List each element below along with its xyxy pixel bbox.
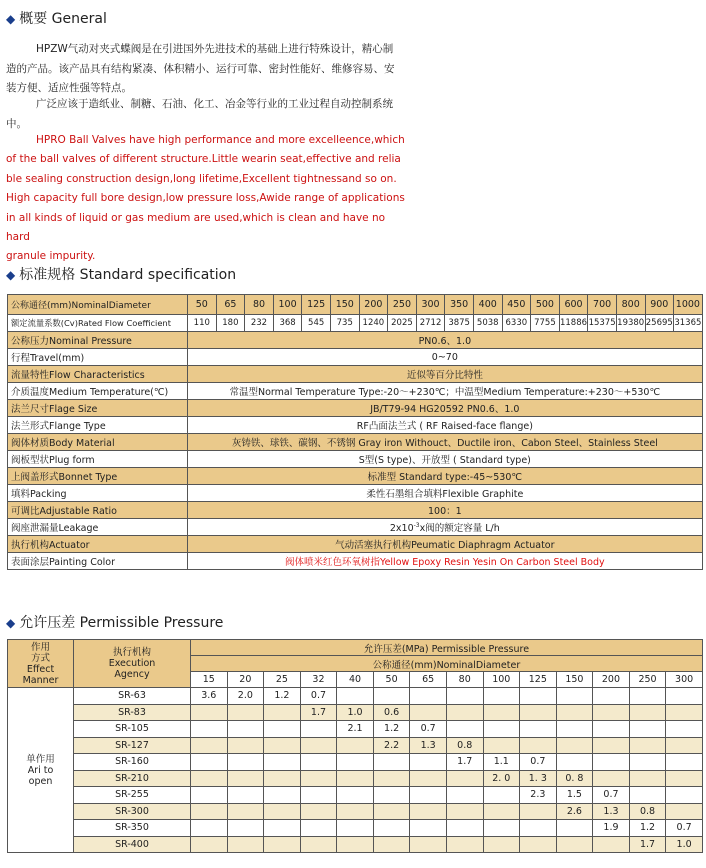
pressure-value-cell: [300, 803, 337, 820]
pressure-value-cell: [300, 836, 337, 853]
spec-diameter-cell: 450: [502, 295, 531, 315]
pressure-diameter-cell: 20: [227, 672, 264, 688]
pressure-row: [8, 836, 703, 853]
pressure-value-cell: [556, 820, 593, 837]
pressure-value-cell: [446, 688, 483, 705]
spec-cv-cell: 545: [302, 315, 331, 332]
spec-row-label: 介质温度Medium Temperature(℃): [8, 383, 188, 400]
spec-cv-cell: 110: [188, 315, 217, 332]
spec-row-value: PN0.6、1.0: [188, 332, 703, 349]
spec-row: [8, 417, 703, 434]
pressure-value-cell: [373, 820, 410, 837]
spec-cv-cell: 6330: [502, 315, 531, 332]
spec-cv-cell: 5038: [473, 315, 502, 332]
pressure-value-cell: [556, 721, 593, 738]
pressure-value-cell: 0.8: [446, 737, 483, 754]
spec-cv-cell: 2025: [388, 315, 417, 332]
pressure-value-cell: [666, 721, 703, 738]
spec-row-label: 上阀盖形式Bonnet Type: [8, 468, 188, 485]
pressure-value-cell: [227, 787, 264, 804]
pressure-row: [8, 770, 703, 787]
pressure-diameter-cell: 200: [593, 672, 630, 688]
spec-diameter-cell: 300: [416, 295, 445, 315]
pressure-value-cell: [191, 803, 228, 820]
pressure-row: [8, 704, 703, 721]
spec-diameter-cell: 250: [388, 295, 417, 315]
spec-row: [8, 468, 703, 485]
pressure-value-cell: [191, 721, 228, 738]
pressure-value-cell: [191, 770, 228, 787]
spec-diameter-cell: 125: [302, 295, 331, 315]
pressure-value-cell: 1.1: [483, 754, 520, 771]
spec-row: [8, 536, 703, 553]
pressure-title: [6, 612, 223, 632]
manner-value-line: 单作用: [26, 753, 55, 765]
pressure-value-cell: [337, 688, 374, 705]
pressure-value-cell: [191, 836, 228, 853]
pressure-value-cell: [629, 721, 666, 738]
spec-row-value: 近似等百分比特性: [188, 366, 703, 383]
pressure-value-cell: 1.7: [446, 754, 483, 771]
spec-row-label: 公称压力Nominal Pressure: [8, 332, 188, 349]
spec-cv-cell: 31365: [674, 315, 703, 332]
pressure-value-cell: [410, 688, 447, 705]
spec-diameter-cell: 1000: [674, 295, 703, 315]
pressure-value-cell: 2.1: [337, 721, 374, 738]
spec-cv-label: 额定流量系数(Cv)Rated Flow Coefficient: [8, 315, 188, 332]
pressure-value-cell: [483, 688, 520, 705]
pressure-value-cell: [666, 787, 703, 804]
spec-row-value: RF凸面法兰式 ( RF Raised-face flange): [188, 417, 703, 434]
spec-diameter-cell: 150: [330, 295, 359, 315]
pressure-value-cell: 0.7: [520, 754, 557, 771]
pressure-value-cell: 0.7: [593, 787, 630, 804]
spec-row: [8, 332, 703, 349]
spec-cv-cell: 180: [216, 315, 245, 332]
pressure-value-cell: 1.7: [300, 704, 337, 721]
spec-cv-cell: 19380: [616, 315, 645, 332]
pressure-value-cell: [520, 836, 557, 853]
pressure-value-cell: [300, 770, 337, 787]
pressure-value-cell: [446, 721, 483, 738]
pressure-value-cell: 2.2: [373, 737, 410, 754]
pressure-value-cell: 1.2: [264, 688, 301, 705]
pressure-row: [8, 688, 703, 705]
manner-header-line: Manner: [22, 674, 59, 686]
pressure-value-cell: [593, 688, 630, 705]
pressure-value-cell: [337, 754, 374, 771]
spec-row-label: 行程Travel(mm): [8, 349, 188, 366]
pressure-value-cell: [227, 754, 264, 771]
manner-header-line: Effect: [26, 663, 55, 675]
pressure-value-cell: [337, 803, 374, 820]
pressure-value-cell: [410, 787, 447, 804]
spec-cv-cell: 232: [245, 315, 274, 332]
spec-cv-cell: 2712: [416, 315, 445, 332]
pressure-value-cell: 0.7: [666, 820, 703, 837]
pressure-value-cell: 2.6: [556, 803, 593, 820]
manner-header-line: 作用: [30, 641, 50, 653]
pressure-value-cell: [666, 688, 703, 705]
pressure-diameter-cell: 250: [629, 672, 666, 688]
pressure-value-cell: [483, 704, 520, 721]
spec-row-label: 法兰尺寸Flage Size: [8, 400, 188, 417]
nominal-diameter-header: 公称通径(mm)NominalDiameter: [191, 656, 703, 672]
spec-leakage-row: [8, 519, 703, 536]
diamond-bullet-icon: ◆: [6, 616, 16, 630]
general-en-line: in all kinds of liquid or gas medium are used,which is clean and have no hard: [6, 211, 386, 244]
pressure-diameter-cell: 25: [264, 672, 301, 688]
pressure-value-cell: [593, 754, 630, 771]
leakage-unit: x阀的额定容量 L/h: [419, 523, 500, 534]
pressure-diameter-cell: 65: [410, 672, 447, 688]
pressure-value-cell: [556, 688, 593, 705]
pressure-value-cell: 0.6: [373, 704, 410, 721]
pressure-value-cell: [300, 737, 337, 754]
agency-cell: SR-210: [74, 770, 191, 787]
general-cn-paragraph-1: HPZW气动对夹式蝶阀是在引进国外先进技术的基础上进行特殊设计，精心制造的产品。该产品具有结构紧凑、体积精小、运行可靠、密封性能好、维修容易、安装方便、适应性强等特点。: [6, 43, 395, 94]
spec-diameter-cell: 700: [588, 295, 617, 315]
general-title-text: 概要 General: [19, 11, 107, 27]
pressure-value-cell: 0.8: [629, 803, 666, 820]
pressure-value-cell: 1.5: [556, 787, 593, 804]
spec-row: [8, 400, 703, 417]
spec-row-label: 执行机构Actuator: [8, 536, 188, 553]
spec-row-value: 100：1: [188, 502, 703, 519]
pressure-value-cell: [593, 721, 630, 738]
pressure-diameter-cell: 15: [191, 672, 228, 688]
pressure-row: [8, 754, 703, 771]
spec-row-label: 表面涂层Painting Color: [8, 553, 188, 570]
spec-title-text: 标准规格 Standard specification: [19, 267, 237, 283]
pressure-value-cell: [300, 754, 337, 771]
pressure-value-cell: 1.7: [629, 836, 666, 853]
pressure-diameter-cell: 50: [373, 672, 410, 688]
pressure-value-cell: [410, 836, 447, 853]
pressure-value-cell: 3.6: [191, 688, 228, 705]
spec-cv-cell: 15375: [588, 315, 617, 332]
pressure-value-cell: 1.3: [593, 803, 630, 820]
spec-diameter-cell: 80: [245, 295, 274, 315]
pressure-value-cell: [629, 688, 666, 705]
pressure-value-cell: [593, 770, 630, 787]
pressure-value-cell: [446, 704, 483, 721]
spec-leakage-value: [188, 519, 703, 536]
pressure-table: [7, 639, 703, 853]
pressure-value-cell: [264, 770, 301, 787]
pressure-value-cell: [629, 704, 666, 721]
pressure-value-cell: 1.3: [410, 737, 447, 754]
leakage-base: 2x10: [389, 523, 414, 534]
pressure-diameter-cell: 300: [666, 672, 703, 688]
leakage-exponent: -3: [413, 521, 420, 529]
spec-row: [8, 553, 703, 570]
pressure-value-cell: [337, 770, 374, 787]
spec-diameter-cell: 900: [645, 295, 674, 315]
pressure-value-cell: [629, 787, 666, 804]
spec-row: [8, 451, 703, 468]
general-en-line: HPRO Ball Valves have high performance and more excelleence,which: [36, 134, 405, 146]
pressure-value-cell: [483, 836, 520, 853]
pressure-value-cell: [483, 737, 520, 754]
pressure-value-cell: 1.9: [593, 820, 630, 837]
pressure-value-cell: [520, 688, 557, 705]
pressure-value-cell: [520, 704, 557, 721]
spec-cv-cell: 1240: [359, 315, 388, 332]
general-en-line: of the ball valves of different structure.Little wearin seat,effective and relia: [6, 153, 401, 166]
manner-value-line: open: [28, 775, 53, 787]
spec-painting-value: 阀体喷米红色环氧树指Yellow Epoxy Resin Yesin On Carbon Steel Body: [188, 553, 703, 570]
pressure-diameter-cell: 100: [483, 672, 520, 688]
pressure-value-cell: [191, 737, 228, 754]
pressure-row: [8, 787, 703, 804]
pressure-value-cell: [264, 721, 301, 738]
spec-diameter-cell: 50: [188, 295, 217, 315]
pressure-diameter-cell: 150: [556, 672, 593, 688]
agency-header-line: 执行机构: [112, 647, 151, 658]
spec-row: [8, 366, 703, 383]
agency-cell: SR-127: [74, 737, 191, 754]
spec-row-value: 柔性石墨组合填料Flexible Graphite: [188, 485, 703, 502]
pressure-value-cell: [556, 737, 593, 754]
pressure-value-cell: [191, 787, 228, 804]
spec-row-value: 灰铸铁、球铁、碳钢、不锈钢 Gray iron Withouct、Ductile iron、Cabon Steel、Stainless Steel: [188, 434, 703, 451]
spec-row-label: 填料Packing: [8, 485, 188, 502]
spec-diameter-cell: 400: [473, 295, 502, 315]
spec-diameter-row: [8, 295, 703, 315]
pressure-value-cell: [556, 704, 593, 721]
spec-row-value: 气动活塞执行机构Peumatic Diaphragm Actuator: [188, 536, 703, 553]
pressure-diameter-cell: 80: [446, 672, 483, 688]
spec-diameter-cell: 600: [559, 295, 588, 315]
spec-row-value: 0~70: [188, 349, 703, 366]
pressure-value-cell: [373, 754, 410, 771]
spec-row-value: S型(S type)、开放型 ( Standard type): [188, 451, 703, 468]
spec-cv-cell: 368: [273, 315, 302, 332]
pressure-value-cell: [227, 704, 264, 721]
pressure-row: [8, 737, 703, 754]
pressure-value-cell: [227, 803, 264, 820]
pressure-value-cell: [191, 820, 228, 837]
pressure-value-cell: [629, 770, 666, 787]
permissible-pressure-header: 允许压差(MPa) Permissible Pressure: [191, 640, 703, 656]
general-en-line: High capacity full bore design,low pressure loss,Awide range of applications: [6, 192, 405, 205]
spec-diameter-label: 公称通径(mm)NominalDiameter: [8, 295, 188, 315]
pressure-value-cell: [410, 770, 447, 787]
agency-header-line: Agency: [114, 669, 150, 680]
pressure-diameter-cell: 40: [337, 672, 374, 688]
pressure-value-cell: [520, 721, 557, 738]
general-title: [6, 8, 107, 28]
pressure-value-cell: [593, 737, 630, 754]
pressure-value-cell: 1.0: [337, 704, 374, 721]
general-en-line: granule impurity.: [6, 250, 96, 263]
diamond-bullet-icon: ◆: [6, 12, 16, 26]
general-cn-paragraph-2: 广泛应该于造纸业、制糖、石油、化工、冶金等行业的工业过程自动控制系统中。: [6, 98, 393, 130]
pressure-diameter-cell: 125: [520, 672, 557, 688]
pressure-value-cell: [373, 836, 410, 853]
pressure-value-cell: [300, 721, 337, 738]
manner-value-line: Ari to: [27, 764, 54, 776]
spec-row: [8, 502, 703, 519]
pressure-value-cell: [666, 704, 703, 721]
agency-cell: SR-63: [74, 688, 191, 705]
pressure-value-cell: [593, 704, 630, 721]
pressure-value-cell: 2.0: [227, 688, 264, 705]
pressure-diameter-cell: 32: [300, 672, 337, 688]
pressure-value-cell: [666, 737, 703, 754]
pressure-value-cell: [227, 721, 264, 738]
spec-row-label: 阀座泄漏量Leakage: [8, 519, 188, 536]
pressure-value-cell: [520, 803, 557, 820]
pressure-value-cell: [227, 737, 264, 754]
pressure-value-cell: [483, 721, 520, 738]
spec-cv-cell: 7755: [531, 315, 560, 332]
pressure-value-cell: [227, 820, 264, 837]
manner-header-line: 方式: [30, 652, 50, 664]
pressure-value-cell: [410, 820, 447, 837]
spec-row-label: 法兰形式Flange Type: [8, 417, 188, 434]
pressure-value-cell: 0.7: [410, 721, 447, 738]
general-en-line: ble sealing construction design,long lifetime,Excellent tightnessand so on.: [6, 172, 397, 185]
spec-diameter-cell: 500: [531, 295, 560, 315]
agency-cell: SR-300: [74, 803, 191, 820]
pressure-value-cell: [300, 820, 337, 837]
agency-header-line: Execution: [108, 658, 156, 669]
pressure-row: [8, 820, 703, 837]
pressure-value-cell: [191, 754, 228, 771]
spec-row-label: 可调比Adjustable Ratio: [8, 502, 188, 519]
pressure-value-cell: [337, 737, 374, 754]
pressure-value-cell: [410, 803, 447, 820]
pressure-value-cell: [629, 737, 666, 754]
agency-cell: SR-350: [74, 820, 191, 837]
spec-row: [8, 434, 703, 451]
pressure-value-cell: [446, 787, 483, 804]
pressure-value-cell: [337, 836, 374, 853]
spec-cv-cell: 25695: [645, 315, 674, 332]
spec-row: [8, 383, 703, 400]
pressure-value-cell: [191, 704, 228, 721]
pressure-value-cell: [446, 836, 483, 853]
spec-diameter-cell: 200: [359, 295, 388, 315]
spec-cv-cell: 3875: [445, 315, 474, 332]
pressure-value-cell: [593, 836, 630, 853]
pressure-value-cell: [373, 803, 410, 820]
agency-cell: SR-83: [74, 704, 191, 721]
spec-cv-cell: 11886: [559, 315, 588, 332]
spec-row: [8, 485, 703, 502]
pressure-value-cell: [483, 803, 520, 820]
spec-cv-row: [8, 315, 703, 332]
pressure-value-cell: [410, 754, 447, 771]
pressure-value-cell: [337, 787, 374, 804]
pressure-value-cell: 0. 8: [556, 770, 593, 787]
pressure-value-cell: [264, 836, 301, 853]
spec-diameter-cell: 100: [273, 295, 302, 315]
agency-cell: SR-400: [74, 836, 191, 853]
pressure-value-cell: [264, 820, 301, 837]
pressure-value-cell: [520, 737, 557, 754]
pressure-title-text: 允许压差 Permissible Pressure: [19, 615, 224, 631]
pressure-row: [8, 721, 703, 738]
pressure-value-cell: 0.7: [300, 688, 337, 705]
agency-header: [74, 640, 191, 688]
pressure-value-cell: [629, 754, 666, 771]
pressure-value-cell: [446, 803, 483, 820]
pressure-value-cell: [264, 737, 301, 754]
spec-row-label: 阀板型状Plug form: [8, 451, 188, 468]
pressure-value-cell: [666, 754, 703, 771]
pressure-value-cell: [227, 836, 264, 853]
agency-cell: SR-255: [74, 787, 191, 804]
pressure-value-cell: [373, 688, 410, 705]
pressure-value-cell: [227, 770, 264, 787]
pressure-value-cell: 1.2: [373, 721, 410, 738]
pressure-value-cell: [520, 820, 557, 837]
spec-row-label: 流量特性Flow Characteristics: [8, 366, 188, 383]
pressure-value-cell: [483, 820, 520, 837]
manner-value: [8, 688, 74, 853]
agency-cell: SR-105: [74, 721, 191, 738]
spec-row-label: 阀体材质Body Material: [8, 434, 188, 451]
pressure-value-cell: [300, 787, 337, 804]
spec-row-value: 常温型Normal Temperature Type:-20～+230℃；中温型Medium Temperature:+230～+530℃: [188, 383, 703, 400]
pressure-value-cell: 2.3: [520, 787, 557, 804]
pressure-value-cell: [264, 803, 301, 820]
pressure-value-cell: 2. 0: [483, 770, 520, 787]
pressure-value-cell: [556, 836, 593, 853]
spec-cv-cell: 735: [330, 315, 359, 332]
pressure-value-cell: [337, 820, 374, 837]
pressure-value-cell: [483, 787, 520, 804]
pressure-value-cell: [666, 803, 703, 820]
pressure-value-cell: [446, 770, 483, 787]
spec-diameter-cell: 350: [445, 295, 474, 315]
pressure-value-cell: [666, 770, 703, 787]
spec-row: [8, 349, 703, 366]
pressure-value-cell: [373, 770, 410, 787]
pressure-value-cell: [264, 787, 301, 804]
diamond-bullet-icon: ◆: [6, 268, 16, 282]
spec-diameter-cell: 65: [216, 295, 245, 315]
pressure-value-cell: [373, 787, 410, 804]
pressure-header-row: [8, 640, 703, 656]
spec-diameter-cell: 800: [616, 295, 645, 315]
pressure-value-cell: 1. 3: [520, 770, 557, 787]
spec-title: [6, 264, 236, 284]
pressure-value-cell: [446, 820, 483, 837]
pressure-value-cell: [264, 704, 301, 721]
pressure-value-cell: 1.2: [629, 820, 666, 837]
spec-table: [7, 294, 703, 570]
spec-row-value: JB/T79-94 HG20592 PN0.6、1.0: [188, 400, 703, 417]
manner-header: [8, 640, 74, 688]
pressure-value-cell: [264, 754, 301, 771]
pressure-row: [8, 803, 703, 820]
pressure-value-cell: [556, 754, 593, 771]
agency-cell: SR-160: [74, 754, 191, 771]
pressure-value-cell: [410, 704, 447, 721]
pressure-value-cell: 1.0: [666, 836, 703, 853]
spec-row-value: 标准型 Standard type:-45~530℃: [188, 468, 703, 485]
general-en-paragraph: [6, 131, 406, 267]
